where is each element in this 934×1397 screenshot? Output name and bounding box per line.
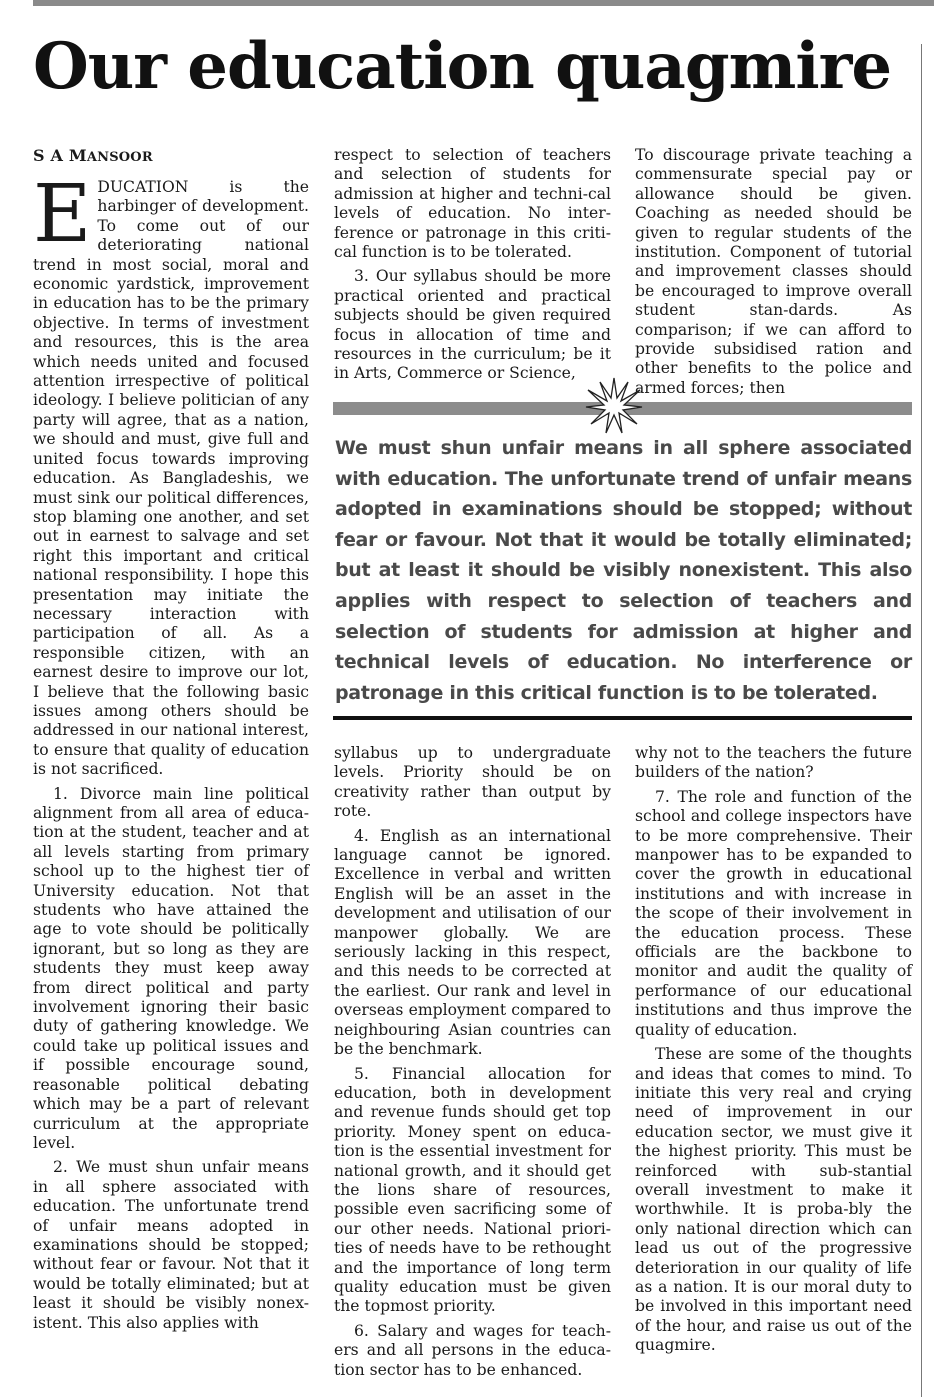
point-2-continued: respect to selection of teachers and selection of students for admission at higher and techni-cal levels of education. No inter-ference or patronage in this criti-cal function is to be tolerated. bbox=[334, 146, 611, 262]
top-rule bbox=[33, 0, 934, 6]
column-rule bbox=[921, 44, 922, 1397]
column-2-bottom bbox=[334, 744, 611, 1385]
column-2-top bbox=[334, 146, 611, 389]
intro-paragraph bbox=[33, 167, 309, 780]
point-3: 3. Our syllabus should be more practical oriented and practical subjects should be given required focus in allocation of time and resources in the curriculum; be it in Arts, Commerce or Science, bbox=[334, 267, 611, 383]
point-3-continued: syllabus up to undergraduate levels. Priority should be on creativity rather than output by rote. bbox=[334, 744, 611, 821]
column-3-bottom bbox=[635, 744, 912, 1361]
point-4: 4. English as an international language cannot be ignored. Excellence in verbal and written English will be an asset in the development and utilisation of our manpower globally. We are seriously lacking in this respect, and this needs to be corrected at the earliest. Our rank and level in overseas employment compared to neighbouring Asian countries can be the benchmark. bbox=[334, 826, 611, 1059]
point-5: 5. Financial allocation for education, both in development and revenue funds should get top priority. Money spent on educa-tion is the essential investment for national growth, and it should get the lions share of resources, possible even sacrificing some of our other needs. National priori-ties of needs have to be rethought and the importance of long term quality education must be given the topmost priority. bbox=[334, 1064, 611, 1316]
column-1 bbox=[33, 146, 309, 1338]
point-7: 7. The role and function of the school and college inspectors have to be more comprehensive. Their manpower has to be expanded to cover the growth in educational institutions and with increase in the scope of their involvement in the education process. These officials are the backbone to monitor and audit the quality of performance of our educational institutions and thus improve the quality of education. bbox=[635, 787, 912, 1039]
byline-surname: ANSOOR bbox=[86, 150, 153, 165]
column-3-top bbox=[635, 146, 912, 403]
byline-initials: S A M bbox=[33, 146, 87, 165]
intro-text: DUCATION is the harbinger of development. To come out of our deteriorating national trend in most social, moral and economic yardstick, improvement in education has to be the primary objective. In terms of investment and resources, this is the area which needs united and focused attention irrespective of political ideology. I believe politician of any party will agree, that as a nation, we should and must, give full and united focus towards improving education. As Bangladeshis, we must sink our political differences, stop blaming one another, and set out in earnest to salvage and set right this important and critical national responsibility. I hope this presentation may initiate the necessary interaction with participation of all. As a responsible citizen, with an earnest desire to improve our lot, I believe that the following basic issues among others should be addressed in our national interest, to ensure that quality of education is not sacrificed. bbox=[33, 178, 309, 779]
pullquote-bottom-bar bbox=[333, 716, 912, 720]
point-6: 6. Salary and wages for teach-ers and all persons in the educa-tion sector has to be enhanced. bbox=[334, 1321, 611, 1379]
point-2: 2. We must shun unfair means in all sphere associated with education. The unfortunate trend of unfair means adopted in examinations should be stopped; without fear or favour. Not that it would be totally eliminated; but at least it should be visibly nonex-istent. This also applies with bbox=[33, 1158, 309, 1332]
starburst-icon bbox=[584, 376, 644, 436]
pull-quote: We must shun unfair means in all sphere associated with education. The unfortunate trend of unfair means adopted in examinations should be stopped; without fear or favour. Not that it would be totally eliminated; but at least it should be visibly nonexistent. This also applies with respect to selection of teachers and selection of students for admission at higher and technical levels of education. No interference or patronage in this critical function is to be tolerated. bbox=[335, 437, 912, 704]
drop-cap: E bbox=[33, 167, 92, 260]
closing-paragraph: These are some of the thoughts and ideas that comes to mind. To initiate this very real and crying need of improvement in our education sector, we must give it the highest priority. This must be reinforced with sub-stantial overall investment to make it worthwhile. It is proba-bly the only national direction which can lead us out of the progressive deterioration in our quality of life as a nation. It is our moral duty to be involved in this important need of the hour, and raise us out of the quagmire. bbox=[635, 1045, 912, 1355]
point-6-conclusion: why not to the teachers the future builders of the nation? bbox=[635, 744, 912, 782]
headline: Our education quagmire bbox=[33, 29, 892, 104]
point-1: 1. Divorce main line political alignment from all area of educa-tion at the student, teacher and at all levels starting from primary school up to the highest tier of University education. Not that students who have attained the age to vote should be politically ignorant, but so long as they are students they must keep away from direct political and party involvement ignoring their basic duty of gathering knowledge. We could take up political issues and if possible encourage sound, reasonable political debating which may be a part of relevant curriculum at the appropriate level. bbox=[33, 784, 309, 1152]
byline bbox=[33, 146, 309, 168]
point-6-continued: To discourage private teaching a commensurate special pay or allowance should be given. Coaching as needed should be given to regular students of the institution. Component of tutorial and improvement classes should be encouraged to improve overall student stan-dards. As comparison; if we can afford to provide subsidised ration and other benefits to the police and armed forces; then bbox=[635, 146, 912, 397]
